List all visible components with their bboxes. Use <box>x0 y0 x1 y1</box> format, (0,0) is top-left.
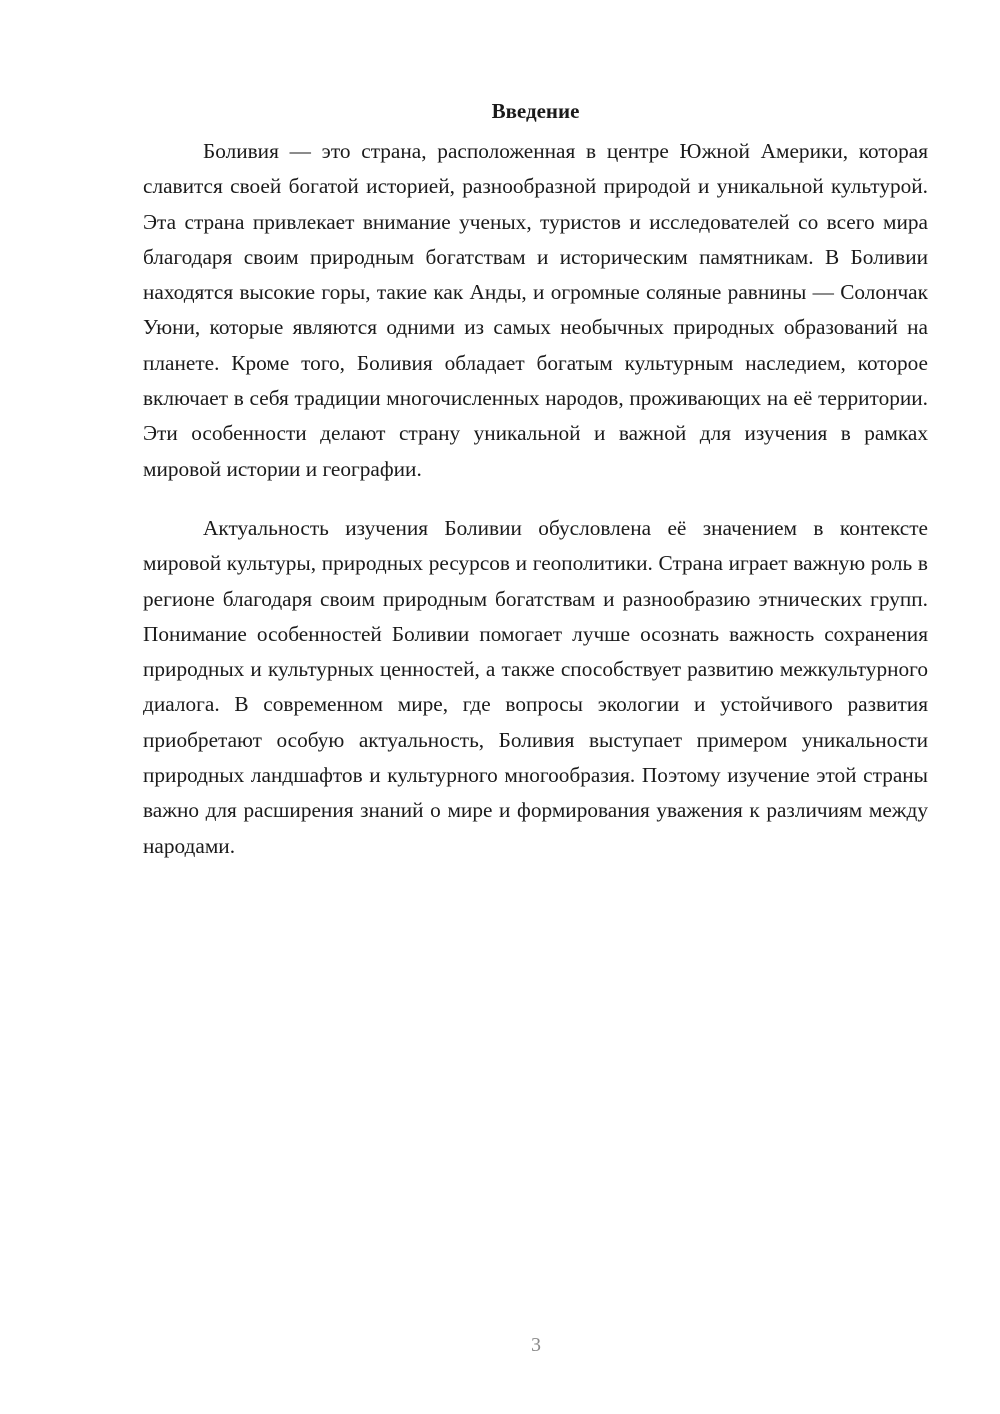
paragraph-intro: Боливия — это страна, расположенная в центре Южной Америки, которая славится своей богатой историей, разнообразной природой и уникальной культурой. Эта страна привлекает внимание ученых, туристов и исследователей со всего мира благодаря своим природным богатствам и историческим памятникам. В Боливии находятся высокие горы, такие как Анды, и огромные соляные равнины — Солончак Уюни, которые являются одними из самых необычных природных образований на планете. Кроме того, Боливия обладает богатым культурным наследием, которое включает в себя традиции многочисленных народов, проживающих на её территории. Эти особенности делают страну уникальной и важной для изучения в рамках мировой истории и географии. <box>143 139 928 481</box>
page-number: 3 <box>531 1334 541 1356</box>
paragraph-relevance: Актуальность изучения Боливии обусловлена её значением в контексте мировой культуры, природных ресурсов и геополитики. Страна играет важную роль в регионе благодаря своим природным богатствам и разнообразию этнических групп. Понимание особенностей Боливии помогает лучше осознать важность сохранения природных и культурных ценностей, а также способствует развитию межкультурного диалога. В современном мире, где вопросы экологии и устойчивого развития приобретают особую актуальность, Боливия выступает примером уникальности природных ландшафтов и культурного многообразия. Поэтому изучение этой страны важно для расширения знаний о мире и формирования уважения к различиям между народами. <box>143 515 928 858</box>
page-content <box>143 96 928 864</box>
section-heading: Введение <box>491 99 580 123</box>
